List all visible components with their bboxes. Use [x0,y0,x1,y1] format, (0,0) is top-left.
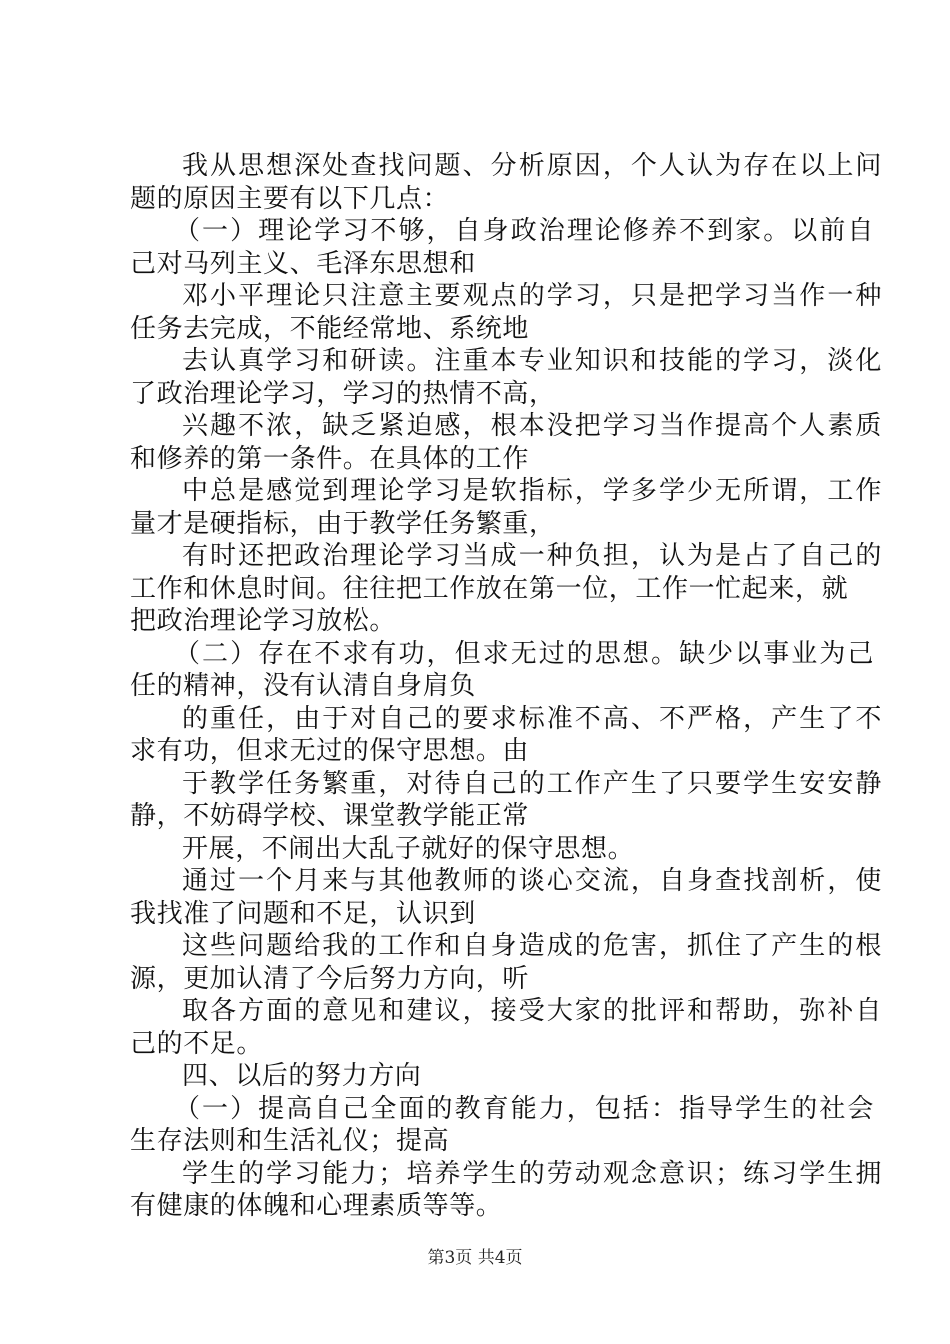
text-line: 的重任，由于对自己的要求标准不高、不严格，产生了不 [182,703,882,734]
text-line: 有时还把政治理论学习当成一种负担，认为是占了自己的 [182,541,882,571]
text-line: 有健康的体魄和心理素质等等。 [130,1191,503,1221]
text-line: 和修养的第一条件。在具体的工作 [130,443,530,474]
text-line: 题的原因主要有以下几点： [130,183,450,214]
text-line: 己对马列主义、毛泽东思想和 [130,248,476,279]
text-line: （二）存在不求有功，但求无过的思想。缺少以事业为己 [174,638,874,669]
page-footer: 第3页 共4页 [427,1248,523,1268]
text-line: 生存法则和生活礼仪；提高 [130,1126,450,1156]
text-line: 工作和休息时间。往往把工作放在第一位，工作一忙起来，就 [130,573,849,604]
text-line: 任务去完成，不能经常地、系统地 [130,313,530,344]
text-line: 我找准了问题和不足，认识到 [130,898,476,929]
text-line: 把政治理论学习放松。 [130,606,397,636]
text-line: 中总是感觉到理论学习是软指标，学多学少无所谓，工作 [182,476,882,506]
text-line: 静，不妨碍学校、课堂教学能正常 [130,801,530,831]
text-line: 取各方面的意见和建议，接受大家的批评和帮助，弥补自 [182,996,882,1026]
text-line: 四、以后的努力方向 [182,1061,422,1091]
text-line: 任的精神，没有认清自身肩负 [130,671,476,701]
text-line: 这些问题给我的工作和自身造成的危害，抓住了产生的根 [182,931,882,961]
text-line: （一）提高自己全面的教育能力，包括：指导学生的社会 [174,1093,874,1124]
text-line: 量才是硬指标，由于教学任务繁重， [130,508,556,539]
text-line: 于教学任务繁重，对待自己的工作产生了只要学生安安静 [182,768,882,799]
text-line: 去认真学习和研读。注重本专业知识和技能的学习，淡化 [182,346,882,376]
text-line: 我从思想深处查找问题、分析原因，个人认为存在以上问 [182,151,882,181]
text-line: 通过一个月来与其他教师的谈心交流，自身查找剖析，使 [182,866,882,896]
text-line: 了政治理论学习，学习的热情不高， [130,378,556,409]
text-line: 兴趣不浓，缺乏紧迫感，根本没把学习当作提高个人素质 [182,411,882,441]
text-line: 学生的学习能力；培养学生的劳动观念意识；练习学生拥 [182,1158,882,1189]
text-line: 己的不足。 [130,1028,264,1059]
text-line: 求有功，但求无过的保守思想。由 [130,736,530,766]
text-line: 开展，不闹出大乱子就好的保守思想。 [182,833,635,864]
text-line: （一）理论学习不够，自身政治理论修养不到家。以前自 [174,216,874,246]
text-line: 邓小平理论只注意主要观点的学习，只是把学习当作一种 [182,281,882,311]
document-body [130,150,882,1223]
text-line: 源，更加认清了今后努力方向，听 [130,963,530,994]
